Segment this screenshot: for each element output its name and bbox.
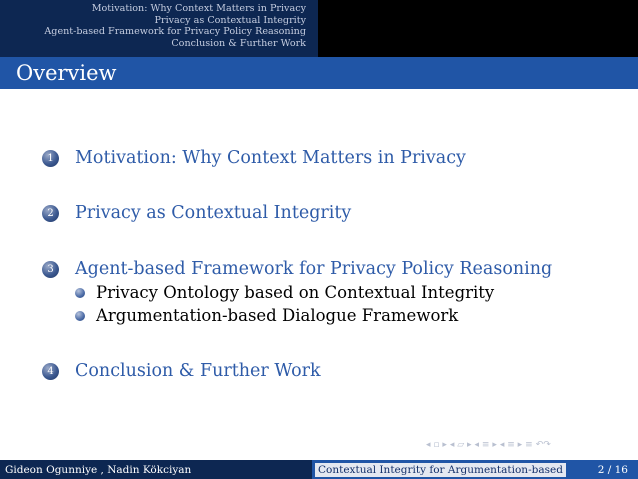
footer-right — [312, 460, 638, 479]
headline-subsection-area — [318, 0, 638, 57]
toc-section-3[interactable] — [42, 259, 552, 279]
nav-first-icon[interactable]: ◂ ▫ ▸ — [426, 440, 447, 450]
footer-bar — [0, 460, 638, 479]
toc-section-1[interactable] — [42, 148, 466, 168]
bullet-icon — [75, 311, 85, 321]
nav-subsection-icon[interactable]: ◂ ≡ ▸ — [474, 440, 497, 450]
headline-section-link[interactable]: Agent-based Framework for Privacy Policy Reasoning — [44, 26, 306, 37]
toc-section-label[interactable]: Motivation: Why Context Matters in Privacy — [75, 148, 466, 168]
toc-subsection-label[interactable]: Privacy Ontology based on Contextual Integrity — [96, 283, 495, 302]
toc-section-4[interactable] — [42, 361, 321, 381]
toc-section-2[interactable] — [42, 203, 351, 223]
headline-bar — [0, 0, 638, 57]
headline-section-list — [0, 0, 318, 57]
toc-section-label[interactable]: Conclusion & Further Work — [75, 361, 321, 381]
footer-authors: Gideon Ogunniye , Nadin Kökciyan — [0, 460, 312, 479]
headline-section-link[interactable]: Conclusion & Further Work — [171, 37, 306, 49]
nav-back-icon[interactable]: ≡ — [525, 440, 533, 450]
section-number-ball: 3 — [42, 261, 59, 278]
toc-section-label[interactable]: Agent-based Framework for Privacy Policy Reasoning — [75, 259, 553, 279]
bullet-icon — [75, 288, 85, 298]
navigation-symbols — [426, 438, 551, 452]
section-number-ball: 2 — [42, 205, 59, 222]
nav-frame-icon[interactable]: ◂ ▱ ▸ — [449, 440, 472, 450]
footer-short-title: Contextual Integrity for Argumentation-based — [315, 463, 566, 477]
toc-section-label[interactable]: Privacy as Contextual Integrity — [75, 203, 352, 223]
section-number-ball: 1 — [42, 150, 59, 167]
toc-subsection-1[interactable] — [75, 283, 494, 302]
toc-subsection-label[interactable]: Argumentation-based Dialogue Framework — [96, 306, 459, 325]
headline-section-link[interactable]: Motivation: Why Context Matters in Privacy — [91, 3, 306, 14]
toc-subsection-2[interactable] — [75, 306, 458, 325]
nav-section-icon[interactable]: ◂ ≡ ▸ — [499, 440, 523, 450]
frame-title-bar — [0, 57, 638, 89]
section-number-ball: 4 — [42, 363, 59, 380]
nav-search-icon[interactable]: ↶↷ — [535, 440, 551, 450]
headline-section-link[interactable]: Privacy as Contextual Integrity — [154, 14, 306, 26]
frame-title: Overview — [16, 61, 117, 85]
footer-page-number: 2 / 16 — [597, 463, 628, 476]
